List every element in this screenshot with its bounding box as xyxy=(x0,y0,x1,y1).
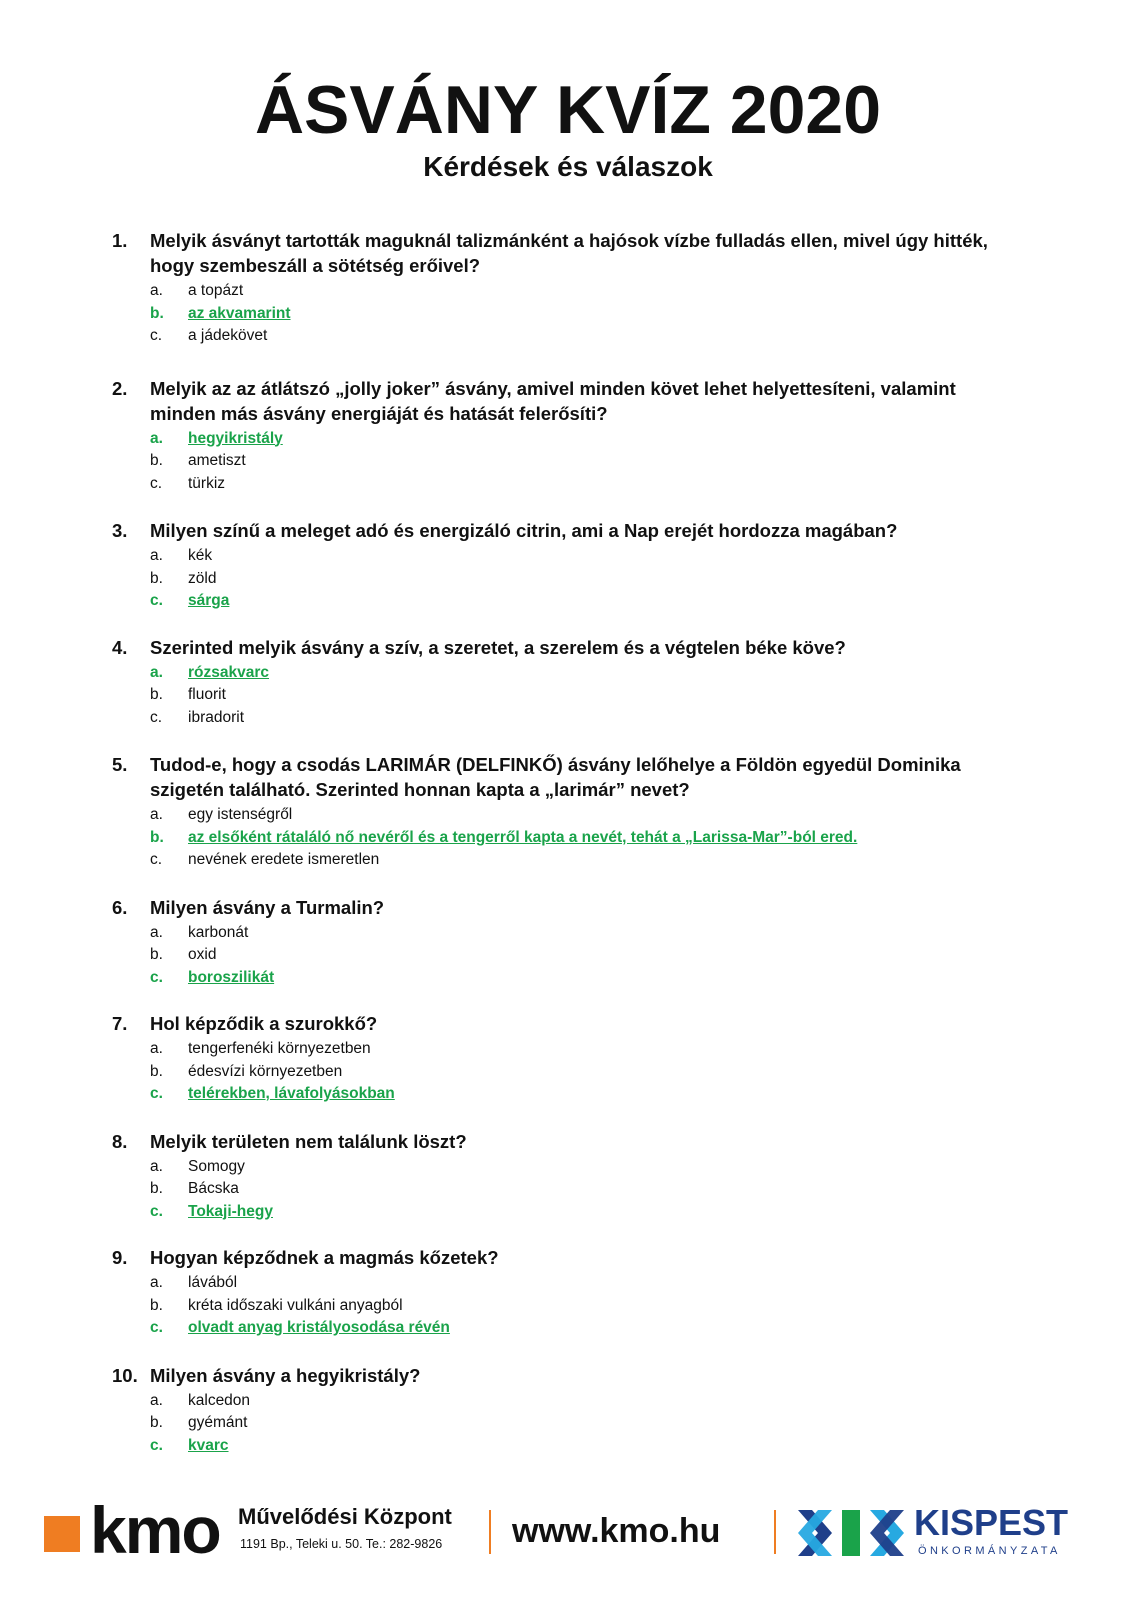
option-text: karbonát xyxy=(188,923,249,941)
question-line: minden más ásvány energiáját és hatását felerősíti? xyxy=(150,402,608,424)
option-text: kék xyxy=(188,547,213,564)
kmo-logo: kmo xyxy=(90,1493,220,1567)
option-letter: c. xyxy=(150,474,163,492)
answer-option xyxy=(150,280,1032,303)
option-text: boroszilikát xyxy=(188,968,275,986)
answer-option xyxy=(150,1061,1032,1084)
answer-options xyxy=(150,545,1032,613)
center-address: 1191 Bp., Teleki u. 50. Te.: 282-9826 xyxy=(240,1537,443,1551)
option-letter: a. xyxy=(150,1040,163,1057)
question-text xyxy=(150,376,1032,426)
option-letter: a. xyxy=(150,923,163,941)
question-line: Szerinted melyik ásvány a szív, a szeretet, a szerelem és a végtelen béke köve? xyxy=(150,636,846,658)
kispest-logo: KISPEST xyxy=(914,1502,1069,1543)
option-text: rózsakvarc xyxy=(188,663,270,681)
question-number: 6. xyxy=(112,896,128,918)
correct-answer-option xyxy=(150,1435,1032,1458)
xix-district-logo-icon xyxy=(798,1510,910,1556)
correct-answer-option xyxy=(150,590,1032,613)
answer-option xyxy=(150,1156,1032,1179)
quiz-list xyxy=(112,228,1032,1479)
option-letter: a. xyxy=(150,1391,163,1409)
question-number: 5. xyxy=(112,754,128,775)
option-letter: b. xyxy=(150,452,163,469)
question-number: 4. xyxy=(112,636,128,658)
website-link[interactable]: www.kmo.hu xyxy=(512,1512,721,1550)
correct-answer-option xyxy=(150,428,1032,451)
option-text: Somogy xyxy=(188,1157,245,1175)
question-line: Melyik ásványt tartották maguknál talizmánként a hajósok vízbe fulladás ellen, mivel úgy hitték, xyxy=(150,230,988,251)
option-letter: a. xyxy=(150,663,163,681)
question-text xyxy=(150,1129,1032,1154)
answer-option xyxy=(150,1038,1032,1061)
question-text xyxy=(150,1011,1032,1036)
option-text: nevének eredete ismeretlen xyxy=(188,851,380,868)
answer-option xyxy=(150,1295,1032,1318)
question-item xyxy=(112,376,1032,496)
option-text: tengerfenéki környezetben xyxy=(188,1040,371,1057)
answer-options xyxy=(150,428,1032,496)
option-text: a topázt xyxy=(188,282,244,299)
option-text: kvarc xyxy=(188,1436,229,1454)
correct-answer-option xyxy=(150,303,1032,326)
option-text: hegyikristály xyxy=(188,429,283,447)
option-letter: b. xyxy=(150,569,163,587)
answer-option xyxy=(150,804,1032,827)
question-text xyxy=(150,1245,1032,1270)
option-letter: a. xyxy=(150,282,163,299)
option-letter: a. xyxy=(150,547,163,564)
option-letter: a. xyxy=(150,806,163,823)
page-subtitle: Kérdések és válaszok xyxy=(423,151,713,182)
option-letter: b. xyxy=(150,1296,163,1314)
answer-options xyxy=(150,1156,1032,1224)
question-item xyxy=(112,1363,1032,1458)
option-text: gyémánt xyxy=(188,1414,248,1431)
kmo-logo-square xyxy=(44,1516,80,1552)
answer-option xyxy=(150,473,1032,496)
option-letter: b. xyxy=(150,304,164,322)
answer-option xyxy=(150,922,1032,945)
question-line: Milyen színű a meleget adó és energizáló citrin, ami a Nap erejét hordozza magában? xyxy=(150,520,898,541)
answer-option xyxy=(150,1390,1032,1413)
option-text: Tokaji-hegy xyxy=(188,1202,273,1220)
option-text: édesvízi környezetben xyxy=(188,1062,343,1080)
question-item xyxy=(112,1129,1032,1224)
center-name: Művelődési Központ xyxy=(238,1504,452,1529)
option-text: Bácska xyxy=(188,1180,239,1197)
answer-options xyxy=(150,280,1032,348)
option-letter: c. xyxy=(150,1319,163,1336)
option-letter: a. xyxy=(150,1157,163,1175)
answer-option xyxy=(150,849,1032,872)
option-text: az akvamarint xyxy=(188,304,291,322)
question-item xyxy=(112,895,1032,990)
question-text xyxy=(150,1363,1032,1388)
option-text: türkiz xyxy=(188,474,226,492)
option-text: az elsőként rátaláló nő nevéről és a tengerről kapta a nevét, tehát a „Larissa-Mar”-ból ered. xyxy=(188,828,858,846)
question-line: Milyen ásvány a Turmalin? xyxy=(150,896,385,918)
option-text: lávából xyxy=(188,1274,238,1291)
question-line: Melyik az az átlátszó „jolly joker” ásvány, amivel minden követ lehet helyettesíteni, valamint xyxy=(150,377,956,399)
option-letter: c. xyxy=(150,1202,163,1220)
option-letter: c. xyxy=(150,1085,163,1102)
option-letter: c. xyxy=(150,592,163,609)
correct-answer-option xyxy=(150,662,1032,685)
kispest-subtitle: ÖNKORMÁNYZATA xyxy=(918,1545,1061,1557)
option-letter: a. xyxy=(150,429,163,447)
footer-divider xyxy=(774,1510,776,1554)
question-number: 10. xyxy=(112,1364,138,1386)
answer-option xyxy=(150,450,1032,473)
option-text: a jádekövet xyxy=(188,327,268,344)
question-line: Hogyan képződnek a magmás kőzetek? xyxy=(150,1247,499,1268)
answer-option xyxy=(150,707,1032,730)
option-text: kalcedon xyxy=(188,1391,251,1409)
correct-answer-option xyxy=(150,1083,1032,1106)
option-letter: b. xyxy=(150,686,163,703)
answer-option xyxy=(150,1178,1032,1201)
option-text: kréta időszaki vulkáni anyagból xyxy=(188,1296,403,1314)
question-line: Tudod-e, hogy a csodás LARIMÁR (DELFINKŐ) ásvány lelőhelye a Földön egyedül Dominika xyxy=(150,754,961,775)
answer-option xyxy=(150,1412,1032,1435)
option-text: ametiszt xyxy=(188,452,246,469)
question-number: 7. xyxy=(112,1013,128,1034)
question-text xyxy=(150,518,1032,543)
question-line: Hol képződik a szurokkő? xyxy=(150,1013,378,1034)
question-number: 8. xyxy=(112,1130,128,1152)
option-text: sárga xyxy=(188,592,230,609)
answer-options xyxy=(150,1272,1032,1340)
option-letter: a. xyxy=(150,1274,163,1291)
option-letter: b. xyxy=(150,828,164,846)
question-item xyxy=(112,518,1032,613)
answer-options xyxy=(150,1390,1032,1458)
answer-options xyxy=(150,922,1032,990)
answer-option xyxy=(150,684,1032,707)
option-letter: c. xyxy=(150,968,163,986)
answer-options xyxy=(150,662,1032,730)
question-number: 3. xyxy=(112,520,128,541)
option-letter: b. xyxy=(150,1180,163,1197)
footer xyxy=(0,1493,1136,1568)
answer-options xyxy=(150,804,1032,872)
option-letter: c. xyxy=(150,1436,163,1454)
question-number: 1. xyxy=(112,230,128,251)
question-item xyxy=(112,1245,1032,1340)
option-text: egy istenségről xyxy=(188,806,293,823)
option-letter: b. xyxy=(150,1414,163,1431)
question-text xyxy=(150,228,1032,278)
option-text: olvadt anyag kristályosodása révén xyxy=(188,1319,450,1336)
option-letter: c. xyxy=(150,708,163,726)
question-text xyxy=(150,752,1032,802)
option-letter: b. xyxy=(150,1062,163,1080)
option-text: ibradorit xyxy=(188,708,244,726)
option-letter: c. xyxy=(150,327,163,344)
question-number: 9. xyxy=(112,1247,128,1268)
question-number: 2. xyxy=(112,377,128,399)
question-text xyxy=(150,635,1032,660)
correct-answer-option xyxy=(150,1201,1032,1224)
footer-divider xyxy=(489,1510,491,1554)
option-text: zöld xyxy=(188,569,217,587)
answer-option xyxy=(150,944,1032,967)
question-item xyxy=(112,752,1032,872)
page-title: ÁSVÁNY KVÍZ 2020 xyxy=(254,72,882,148)
option-letter: b. xyxy=(150,946,163,963)
correct-answer-option xyxy=(150,967,1032,990)
answer-option xyxy=(150,545,1032,568)
question-line: szigetén található. Szerinted honnan kapta a „larimár” nevet? xyxy=(150,779,690,800)
question-line: hogy szembeszáll a sötétség erőivel? xyxy=(150,255,481,276)
answer-option xyxy=(150,325,1032,348)
answer-option xyxy=(150,1272,1032,1295)
question-item xyxy=(112,1011,1032,1106)
question-line: Melyik területen nem találunk löszt? xyxy=(150,1130,467,1152)
question-item xyxy=(112,635,1032,730)
option-text: fluorit xyxy=(188,686,226,703)
question-line: Milyen ásvány a hegyikristály? xyxy=(150,1364,421,1386)
correct-answer-option xyxy=(150,1317,1032,1340)
option-text: oxid xyxy=(188,946,217,963)
correct-answer-option xyxy=(150,827,1032,850)
question-text xyxy=(150,895,1032,920)
option-text: telérekben, lávafolyásokban xyxy=(188,1085,395,1102)
option-letter: c. xyxy=(150,851,163,868)
question-item xyxy=(112,228,1032,348)
answer-options xyxy=(150,1038,1032,1106)
answer-option xyxy=(150,568,1032,591)
